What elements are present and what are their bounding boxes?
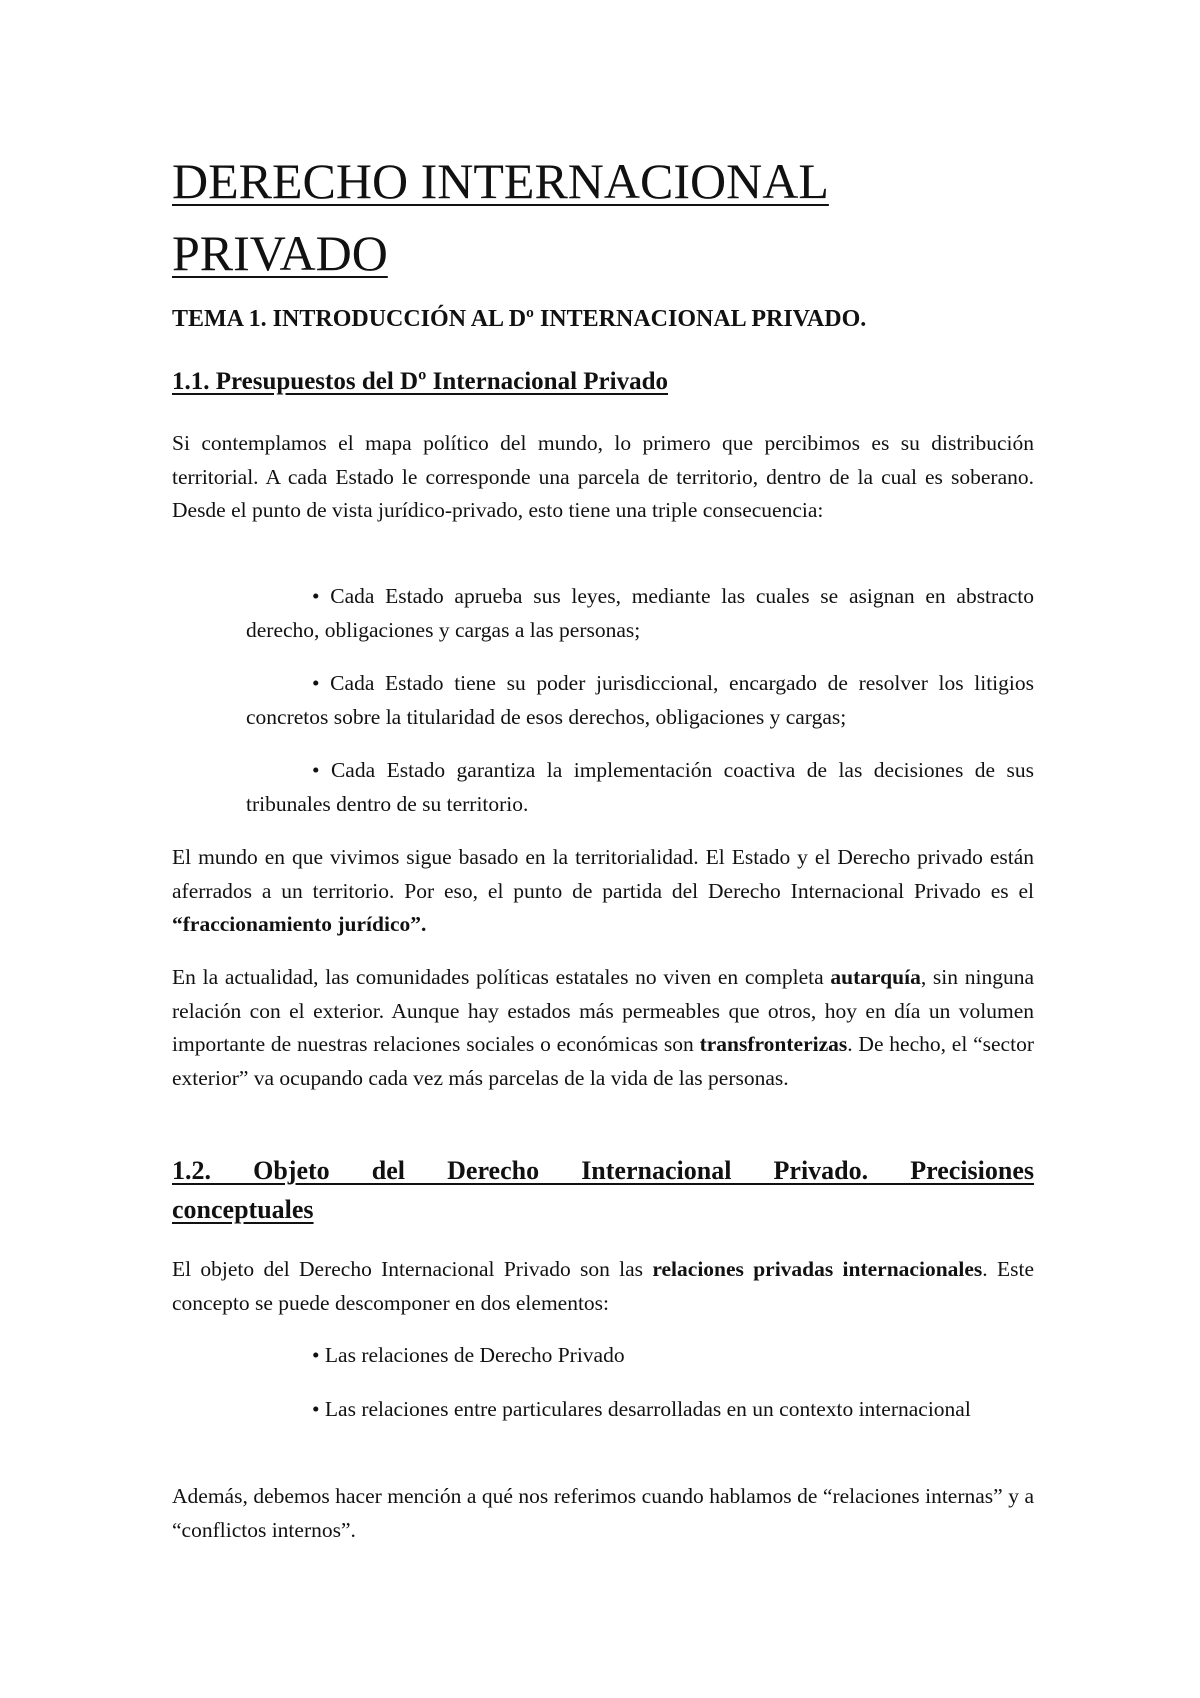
section-2-paragraph-2: Además, debemos hacer mención a qué nos referimos cuando hablamos de “relaciones internas” y a “conflictos internos”. [172, 1484, 1034, 1542]
section-2-bullet-2: • Las relaciones entre particulares desarrolladas en un contexto internacional [312, 1397, 971, 1421]
document-title-line2: PRIVADO [172, 225, 388, 281]
section-1-paragraph-2 [172, 841, 1034, 942]
paragraph-3-text-c: . De hecho, el “sector exterior” va ocupando cada vez más parcelas de la vida de las personas. [172, 1032, 1034, 1090]
section-1-bullet-3: • Cada Estado garantiza la implementación coactiva de las decisiones de sus tribunales dentro de su territorio. [246, 758, 1034, 816]
section-2-p1-text-b: . Este concepto se puede descomponer en dos elementos: [172, 1257, 1034, 1315]
topic-heading: TEMA 1. INTRODUCCIÓN AL Dº INTERNACIONAL PRIVADO. [172, 306, 867, 332]
section-1-bullet-2: • Cada Estado tiene su poder jurisdiccional, encargado de resolver los litigios concretos sobre la titularidad de esos derechos, obligaciones y cargas; [246, 671, 1034, 729]
paragraph-2-text: El mundo en que vivimos sigue basado en la territorialidad. El Estado y el Derecho privado están aferrados a un territorio. Por eso, el punto de partida del Derecho Internacional Privado es el [172, 845, 1034, 903]
section-2-heading-line2: conceptuales [172, 1195, 314, 1224]
paragraph-3-bold-1: autarquía [830, 965, 921, 989]
section-2-heading-line1: 1.2. Objeto del Derecho Internacional Privado. Precisiones [172, 1156, 1034, 1185]
section-1-heading: 1.1. Presupuestos del Dº Internacional Privado [172, 368, 668, 395]
document-title-line1: DERECHO INTERNACIONAL [172, 153, 829, 209]
document-title [172, 145, 829, 289]
section-1-paragraph-3 [172, 961, 1034, 1095]
section-2-p1-bold: relaciones privadas internacionales [652, 1257, 983, 1281]
paragraph-3-text-b: , sin ninguna relación con el exterior. Aunque hay estados más permeables que otros, hoy en día un volumen importante de nuestras relaciones sociales o económicas son [172, 965, 1035, 1056]
section-1-bullet-1: • Cada Estado aprueba sus leyes, mediante las cuales se asignan en abstracto derecho, obligaciones y cargas a las personas; [246, 584, 1034, 642]
paragraph-3-text-a: En la actualidad, las comunidades políticas estatales no viven en completa [172, 965, 831, 989]
section-2-bullet-1: • Las relaciones de Derecho Privado [312, 1343, 625, 1367]
section-2-paragraph-1 [172, 1253, 1034, 1320]
section-1-intro: Si contemplamos el mapa político del mundo, lo primero que percibimos es su distribución territorial. A cada Estado le corresponde una parcela de territorio, dentro de la cual es soberano. Desde el punto de vista jurídico-privado, esto tiene una triple consecuencia: [172, 431, 1034, 522]
paragraph-2-bold: “fraccionamiento jurídico”. [172, 912, 427, 936]
paragraph-3-bold-2: transfronterizas [699, 1032, 848, 1056]
section-2-p1-text-a: El objeto del Derecho Internacional Privado son las [172, 1257, 653, 1281]
